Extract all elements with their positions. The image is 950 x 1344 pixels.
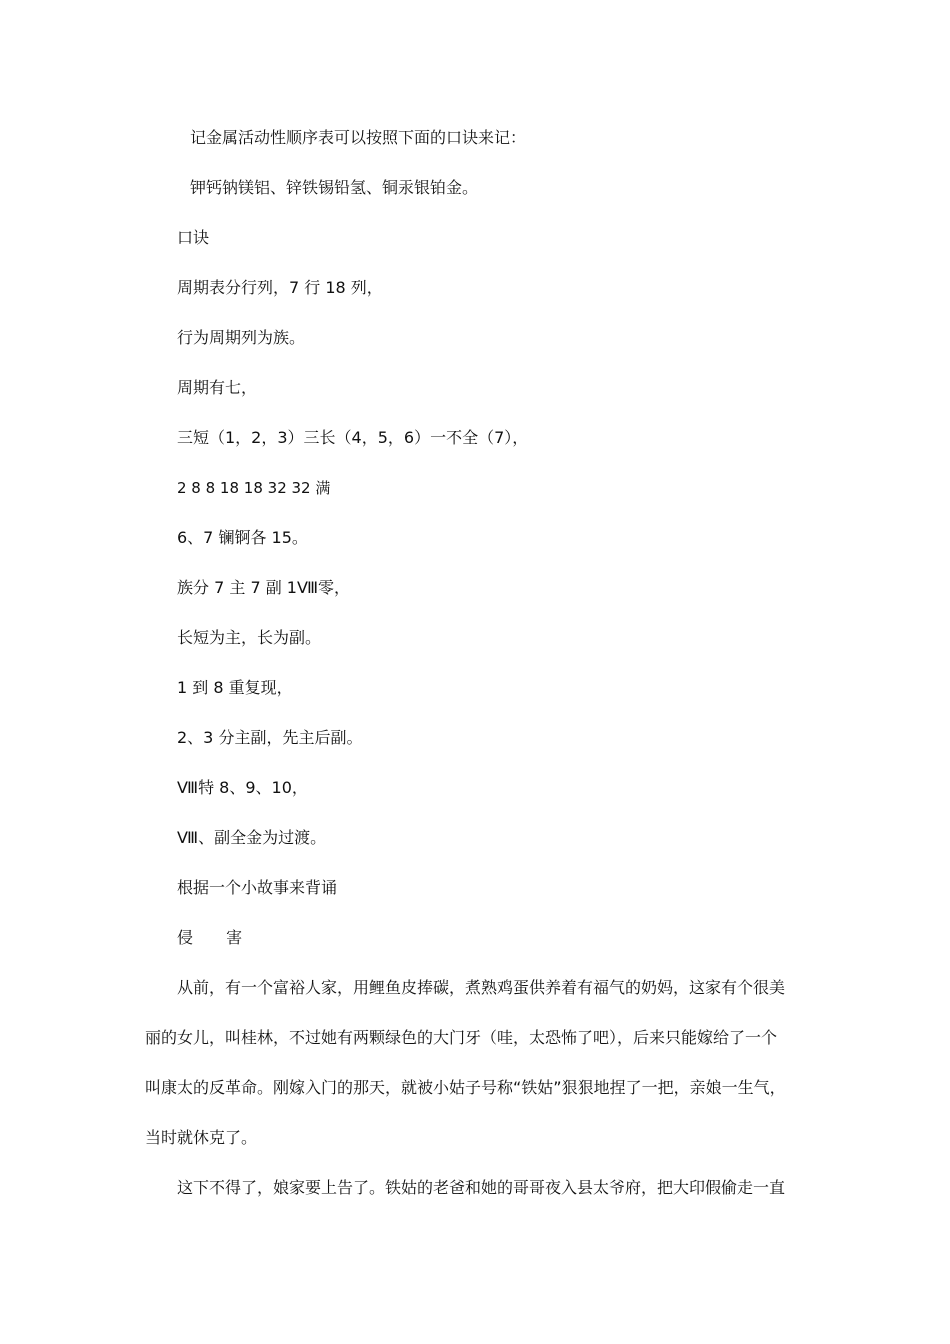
mnemonic-line: 2、3 分主副，先主后副。 bbox=[177, 728, 363, 747]
mnemonic-line: 6、7 镧锕各 15。 bbox=[177, 528, 308, 547]
story-intro: 根据一个小故事来背诵 bbox=[177, 878, 338, 897]
mnemonic-line: 周期表分行列，7 行 18 列， bbox=[177, 278, 383, 297]
mnemonic-line: 族分 7 主 7 副 1Ⅷ零， bbox=[177, 578, 351, 597]
mnemonic-line: 长短为主，长为副。 bbox=[177, 628, 322, 647]
mnemonic-line: Ⅷ特 8、9、10， bbox=[177, 778, 308, 797]
story-line: 丽的女儿，叫桂林，不过她有两颗绿色的大门牙（哇，太恐怖了吧），后来只能嫁给了一个 bbox=[145, 1028, 778, 1047]
mnemonic-line: 2 8 8 18 18 32 32 满 bbox=[177, 479, 331, 497]
story-title: 侵 害 bbox=[177, 928, 257, 947]
story-line: 当时就休克了。 bbox=[145, 1128, 258, 1147]
mnemonic-line: 三短（1，2，3）三长（4，5，6）一不全（7）， bbox=[177, 428, 529, 447]
metal-series-text: 钾钙钠镁铝、锌铁锡铅氢、铜汞银铂金。 bbox=[190, 178, 479, 197]
intro-text: 记金属活动性顺序表可以按照下面的口诀来记： bbox=[190, 128, 527, 147]
story-line: 这下不得了，娘家要上告了。铁姑的老爸和她的哥哥夜入县太爷府，把大印假偷走一直 bbox=[177, 1178, 786, 1197]
story-line: 叫康太的反革命。刚嫁入门的那天，就被小姑子号称“铁姑”狠狠地捏了一把，亲娘一生气， bbox=[145, 1078, 786, 1097]
story-line: 从前，有一个富裕人家，用鲤鱼皮捧碳，煮熟鸡蛋供养着有福气的奶妈，这家有个很美 bbox=[177, 978, 786, 997]
mnemonic-line: 1 到 8 重复现， bbox=[177, 678, 293, 697]
mnemonic-line: 周期有七， bbox=[177, 378, 258, 397]
mnemonic-line: Ⅷ、副全金为过渡。 bbox=[177, 828, 327, 847]
mnemonic-heading: 口诀 bbox=[177, 228, 210, 247]
mnemonic-line: 行为周期列为族。 bbox=[177, 328, 306, 347]
